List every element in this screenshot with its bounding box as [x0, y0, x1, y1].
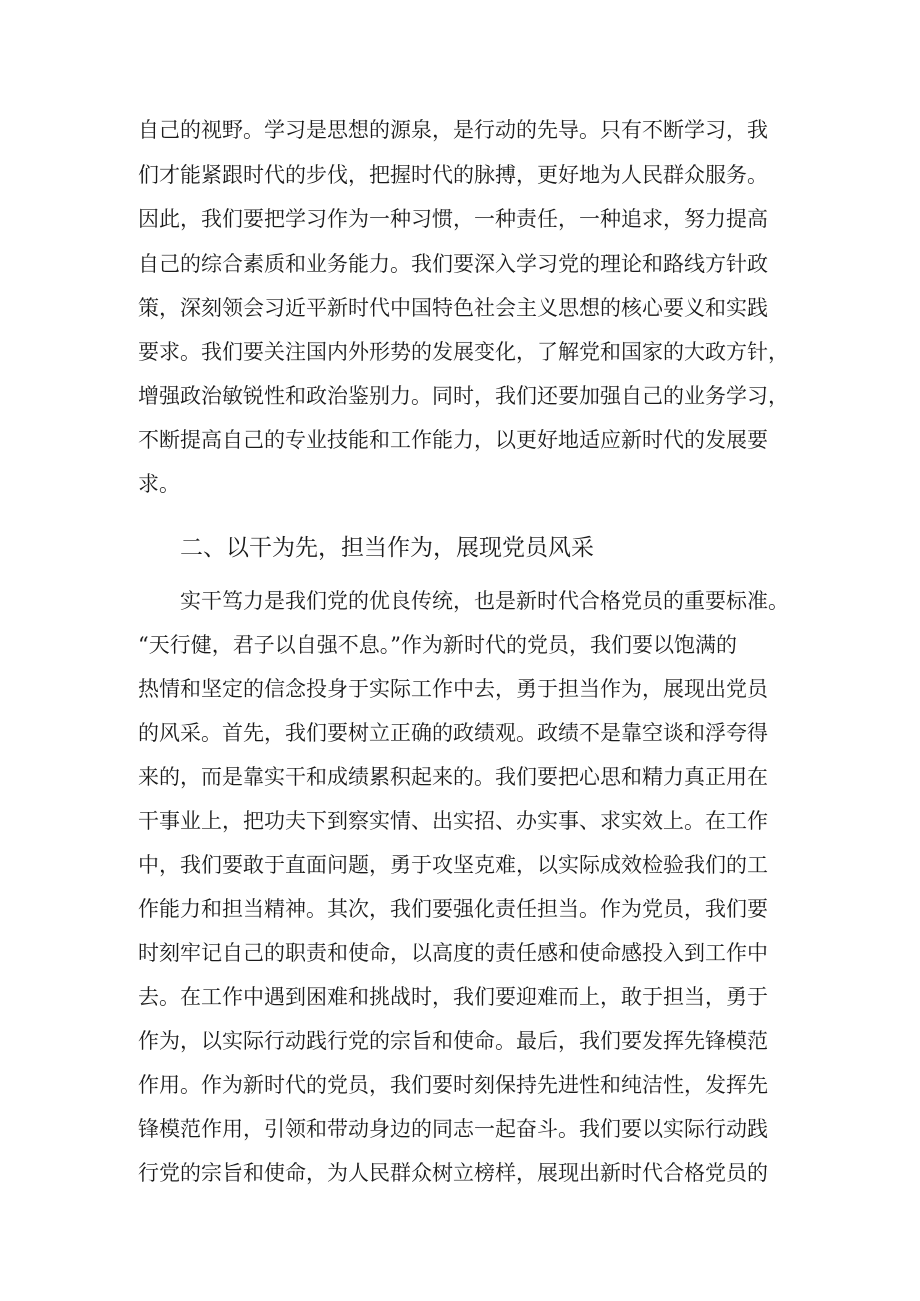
paragraph-line: 自己的视野。学习是思想的源泉，是行动的先导。只有不断学习，我 — [138, 118, 768, 142]
paragraph-line: 热情和坚定的信念投身于实际工作中去，勇于担当作为，展现出党员 — [138, 677, 768, 701]
paragraph-line: 来的，而是靠实干和成绩累积起来的。我们要把心思和精力真正用在 — [138, 765, 768, 789]
paragraph-line: 行党的宗旨和使命，为人民群众树立榜样，展现出新时代合格党员的 — [138, 1161, 768, 1185]
paragraph-line: 中，我们要敢于直面问题，勇于攻坚克难，以实际成效检验我们的工 — [138, 853, 768, 877]
paragraph-line: 干事业上，把功夫下到察实情、出实招、办实事、求实效上。在工作 — [138, 809, 768, 833]
paragraph-line: 不断提高自己的专业技能和工作能力，以更好地适应新时代的发展要 — [138, 428, 768, 452]
paragraph-line: 锋模范作用，引领和带动身边的同志一起奋斗。我们要以实际行动践 — [138, 1117, 768, 1141]
paragraph-line: 去。在工作中遇到困难和挑战时，我们要迎难而上，敢于担当，勇于 — [138, 985, 768, 1009]
paragraph-line: 作为，以实际行动践行党的宗旨和使命。最后，我们要发挥先锋模范 — [138, 1029, 768, 1053]
paragraph-first-line: 实干笃力是我们党的优良传统，也是新时代合格党员的重要标准。 — [180, 589, 789, 613]
paragraph-line: 们才能紧跟时代的步伐，把握时代的脉搏，更好地为人民群众服务。 — [138, 163, 768, 187]
paragraph-line: 作用。作为新时代的党员，我们要时刻保持先进性和纯洁性，发挥先 — [138, 1073, 768, 1097]
paragraph-line: “天行健，君子以自强不息。”作为新时代的党员，我们要以饱满的 — [138, 633, 737, 657]
paragraph-line: 的风采。首先，我们要树立正确的政绩观。政绩不是靠空谈和浮夸得 — [138, 721, 768, 745]
paragraph-line: 要求。我们要关注国内外形势的发展变化，了解党和国家的大政方针， — [138, 340, 789, 364]
paragraph-line: 作能力和担当精神。其次，我们要强化责任担当。作为党员，我们要 — [138, 897, 768, 921]
paragraph-line: 时刻牢记自己的职责和使命，以高度的责任感和使命感投入到工作中 — [138, 941, 768, 965]
paragraph-line: 策，深刻领会习近平新时代中国特色社会主义思想的核心要义和实践 — [138, 296, 768, 320]
paragraph-line: 因此，我们要把学习作为一种习惯，一种责任，一种追求，努力提高 — [138, 207, 768, 231]
paragraph-line: 增强政治敏锐性和政治鉴别力。同时，我们还要加强自己的业务学习， — [138, 384, 789, 408]
paragraph-line: 自己的综合素质和业务能力。我们要深入学习党的理论和路线方针政 — [138, 252, 768, 276]
section-heading: 二、以干为先，担当作为，展现党员风采 — [180, 535, 594, 561]
paragraph-line: 求。 — [138, 472, 180, 496]
